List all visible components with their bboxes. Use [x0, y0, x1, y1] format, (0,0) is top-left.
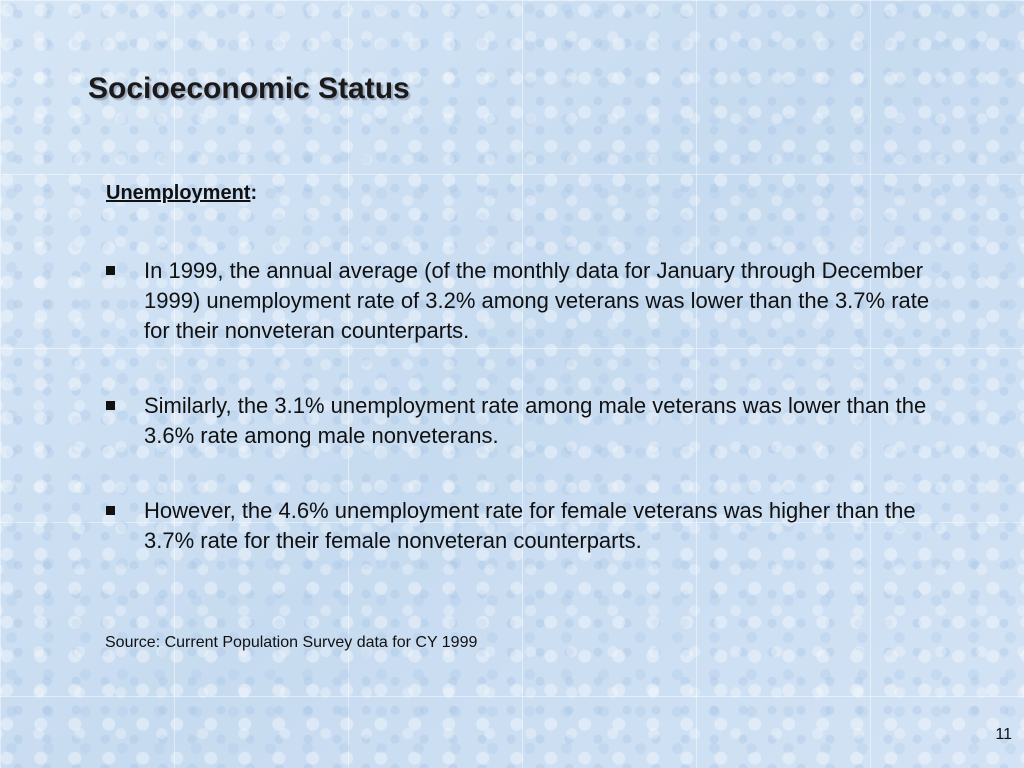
page-number: 11: [995, 726, 1012, 743]
square-bullet-icon: [106, 506, 115, 515]
section-heading-colon: :: [250, 182, 258, 204]
bullet-text: Similarly, the 3.1% unemployment rate among male veterans was lower than the 3.6% rate among male nonveterans.: [144, 393, 927, 448]
square-bullet-icon: [106, 266, 115, 275]
bullet-text: In 1999, the annual average (of the monthly data for January through December 1999) unemployment rate of 3.2% among veterans was lower than the 3.7% rate for their nonveteran counterparts.: [144, 258, 930, 343]
source-note: Source: Current Population Survey data for CY 1999: [105, 634, 478, 651]
bullet-item: [106, 496, 936, 556]
bullet-item: [106, 391, 936, 451]
section-heading: [106, 182, 257, 205]
slide-title: Socioeconomic Status: [88, 72, 410, 105]
square-bullet-icon: [106, 401, 115, 410]
bullet-list: [106, 256, 936, 601]
bullet-text: However, the 4.6% unemployment rate for female veterans was higher than the 3.7% rate for their female nonveteran counterparts.: [144, 498, 916, 553]
bullet-item: [106, 256, 936, 346]
section-heading-text: Unemployment: [106, 182, 251, 204]
